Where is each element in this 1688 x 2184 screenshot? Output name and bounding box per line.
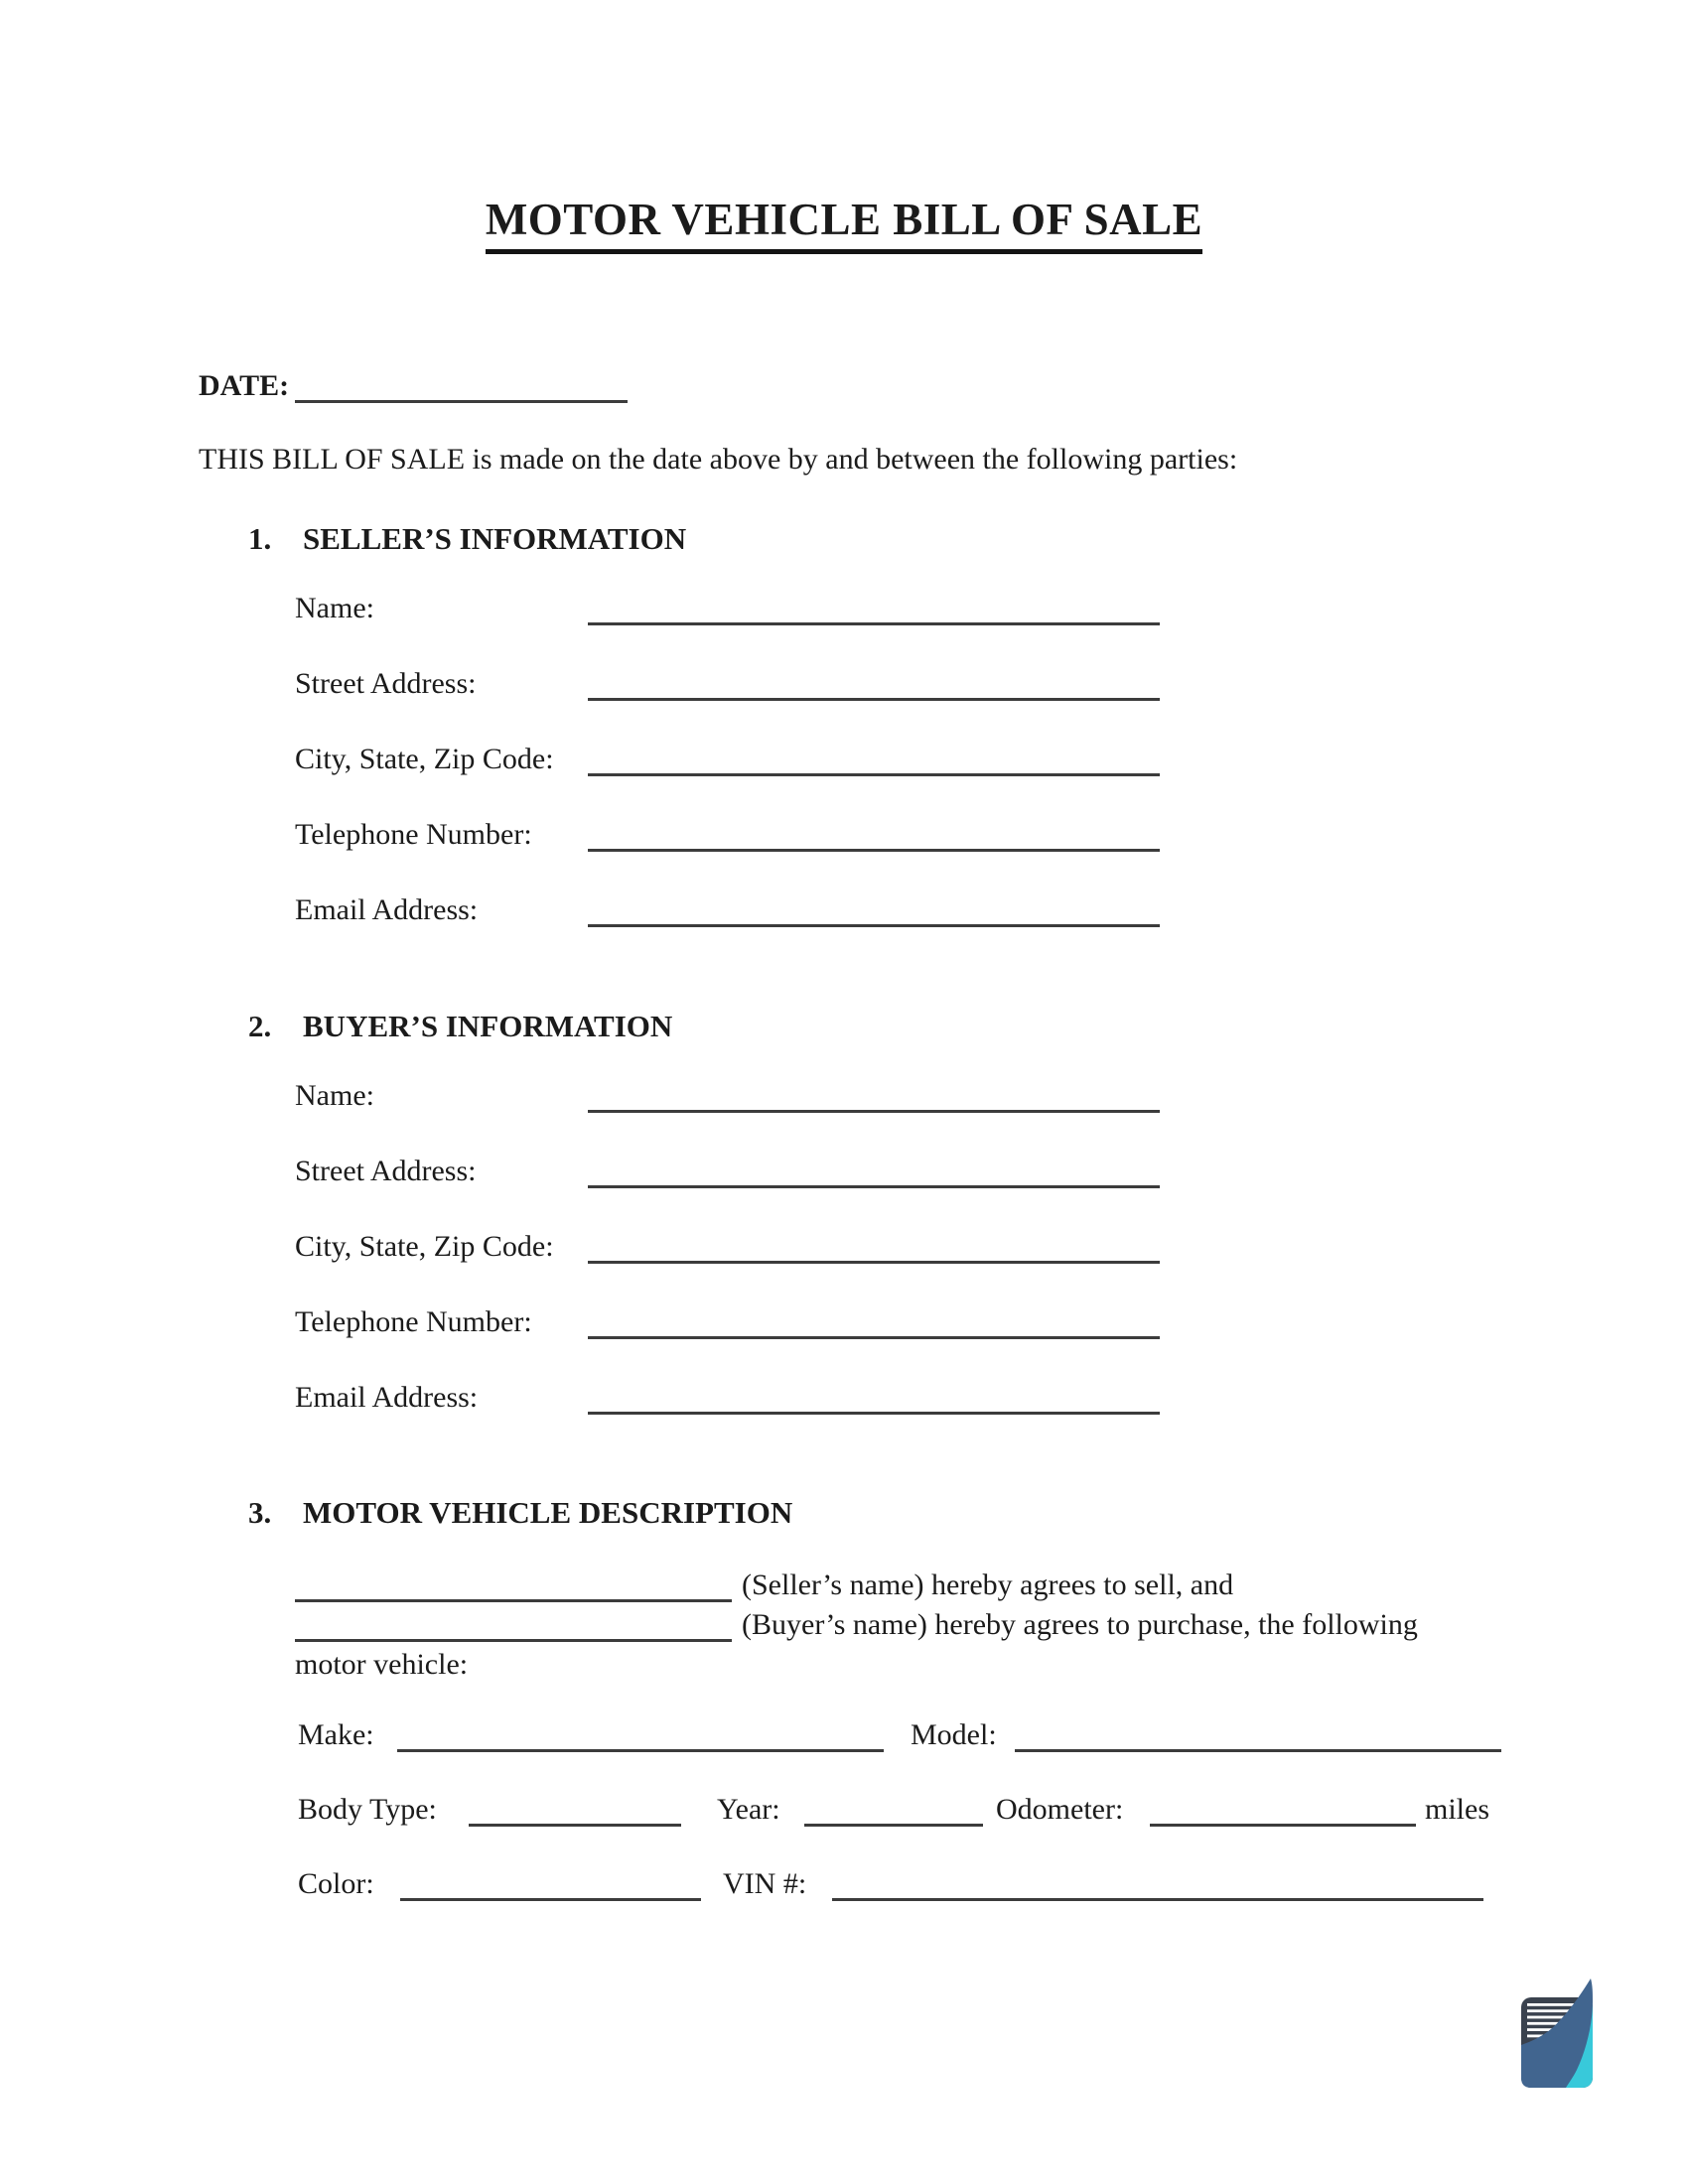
buyer-name-input-line[interactable] [588, 1108, 1160, 1113]
seller-street-address-label: Street Address: [295, 667, 477, 700]
page-title [0, 194, 1688, 254]
color-input-line[interactable] [400, 1896, 701, 1901]
date-label: DATE: [199, 369, 290, 402]
section-number: 3. [248, 1495, 272, 1530]
buyer-name-row [295, 1079, 1688, 1113]
odometer-input-line[interactable] [1150, 1822, 1416, 1827]
seller-email-label: Email Address: [295, 893, 479, 926]
buyer-city-state-zip-input-line[interactable] [588, 1259, 1160, 1264]
seller-email-row [295, 893, 1688, 927]
seller-name-input-line[interactable] [588, 620, 1160, 625]
seller-telephone-label: Telephone Number: [295, 818, 532, 851]
seller-street-address-row [295, 667, 1688, 701]
buyer-name-blank-line [295, 1605, 1688, 1645]
section-number: 1. [248, 521, 272, 556]
year-input-line[interactable] [804, 1822, 983, 1827]
buyer-name-blank-input-line[interactable] [295, 1637, 732, 1642]
seller-city-state-zip-row [295, 743, 1688, 776]
date-input-line[interactable] [295, 398, 628, 403]
section-title: BUYER’S INFORMATION [303, 1009, 673, 1043]
vehicle-description-paragraph [295, 1566, 1688, 1685]
buyer-agrees-text: (Buyer’s name) hereby agrees to purchase, the following [742, 1608, 1418, 1641]
motor-vehicle-text: motor vehicle: [295, 1648, 469, 1681]
seller-agrees-text: (Seller’s name) hereby agrees to sell, and [742, 1569, 1234, 1601]
body-type-input-line[interactable] [469, 1822, 681, 1827]
buyer-telephone-row [295, 1305, 1688, 1339]
intro-paragraph: THIS BILL OF SALE is made on the date above by and between the following parties: [199, 443, 1238, 476]
section-title: SELLER’S INFORMATION [303, 521, 687, 556]
seller-street-address-input-line[interactable] [588, 696, 1160, 701]
section-heading-seller [248, 521, 1688, 556]
buyer-email-row [295, 1381, 1688, 1415]
color-label: Color: [298, 1867, 374, 1900]
seller-name-blank-input-line[interactable] [295, 1597, 732, 1602]
body-type-label: Body Type: [298, 1793, 437, 1826]
buyer-name-label: Name: [295, 1079, 374, 1112]
seller-telephone-input-line[interactable] [588, 847, 1160, 852]
date-row [199, 369, 1688, 403]
buyer-email-label: Email Address: [295, 1381, 479, 1414]
buyer-city-state-zip-row [295, 1230, 1688, 1264]
seller-email-input-line[interactable] [588, 922, 1160, 927]
buyer-street-address-label: Street Address: [295, 1155, 477, 1187]
vin-label: VIN #: [723, 1867, 807, 1900]
model-input-line[interactable] [1015, 1747, 1501, 1752]
buyer-email-input-line[interactable] [588, 1410, 1160, 1415]
odometer-label: Odometer: [996, 1793, 1124, 1826]
seller-city-state-zip-label: City, State, Zip Code: [295, 743, 554, 775]
section-heading-buyer [248, 1009, 1688, 1043]
section-title: MOTOR VEHICLE DESCRIPTION [303, 1495, 793, 1530]
page-title-text: MOTOR VEHICLE BILL OF SALE [486, 194, 1202, 254]
buyer-street-address-row [295, 1155, 1688, 1188]
color-vin-row [298, 1867, 1688, 1901]
seller-name-label: Name: [295, 592, 374, 624]
model-label: Model: [911, 1718, 997, 1751]
seller-name-row [295, 592, 1688, 625]
vin-input-line[interactable] [832, 1896, 1483, 1901]
miles-suffix: miles [1425, 1793, 1489, 1826]
seller-city-state-zip-input-line[interactable] [588, 771, 1160, 776]
body-year-odometer-row [298, 1793, 1688, 1827]
seller-name-blank-line [295, 1566, 1688, 1605]
buyer-telephone-label: Telephone Number: [295, 1305, 532, 1338]
section-heading-vehicle-description [248, 1495, 1688, 1530]
make-input-line[interactable] [397, 1747, 884, 1752]
buyer-city-state-zip-label: City, State, Zip Code: [295, 1230, 554, 1263]
seller-telephone-row [295, 818, 1688, 852]
buyer-telephone-input-line[interactable] [588, 1334, 1160, 1339]
year-label: Year: [717, 1793, 780, 1826]
buyer-street-address-input-line[interactable] [588, 1183, 1160, 1188]
section-number: 2. [248, 1009, 272, 1043]
document-page-curl-logo-icon [1519, 1978, 1595, 2089]
make-label: Make: [298, 1718, 374, 1751]
make-model-row [298, 1718, 1688, 1752]
